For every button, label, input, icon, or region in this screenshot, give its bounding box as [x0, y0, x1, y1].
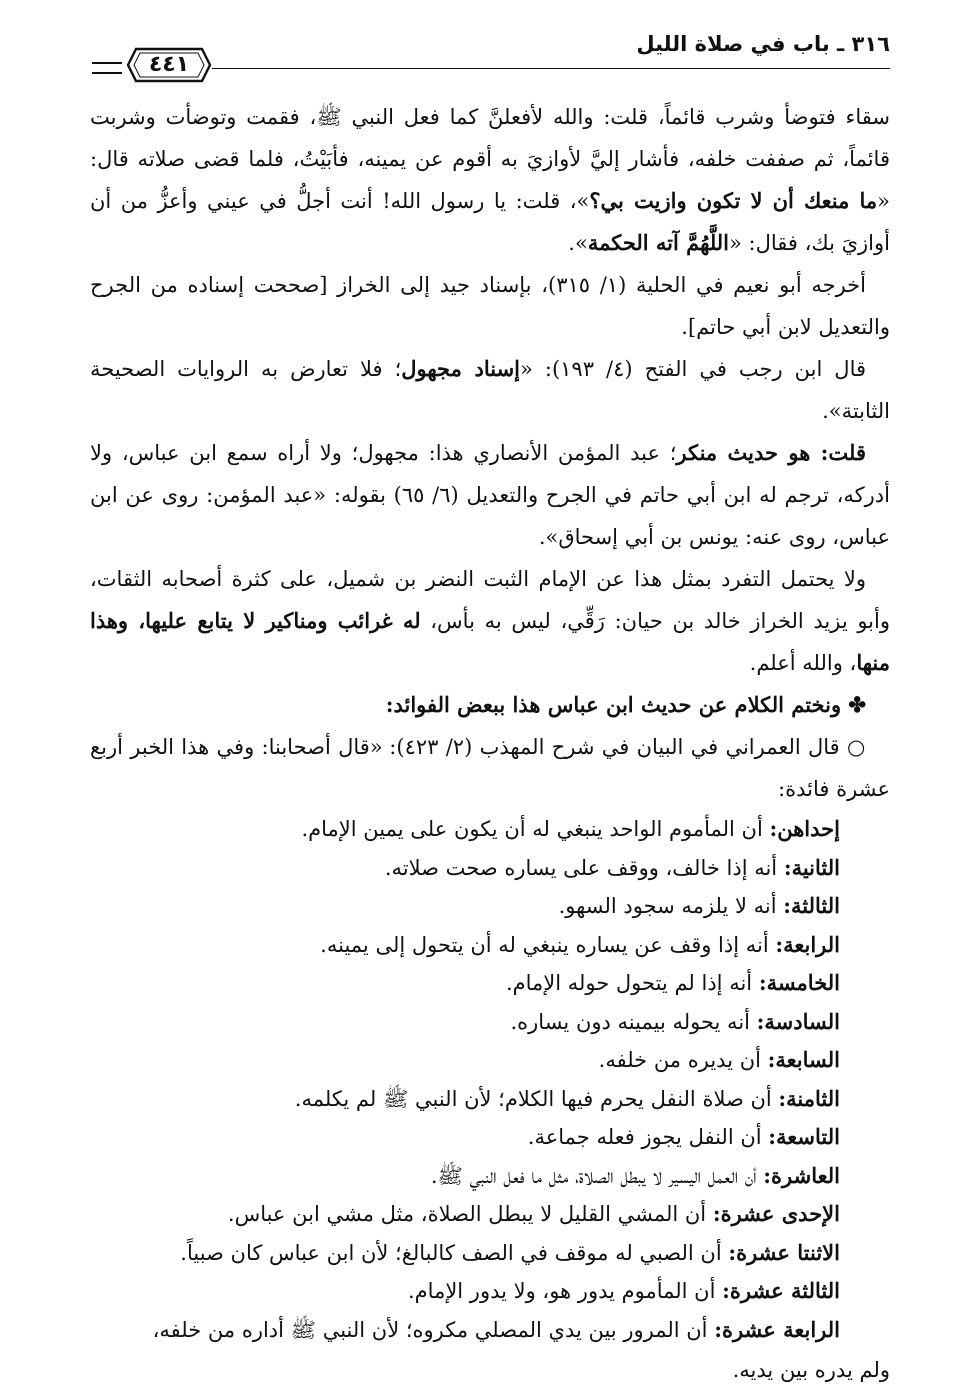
paragraph-hadith	[90, 96, 890, 264]
text-run: قال ابن رجب في الفتح (٤/ ١٩٣): «	[520, 357, 867, 381]
page-number-badge	[126, 46, 212, 84]
benefit-text: أنه إذا لم يتحول حوله الإمام.	[505, 971, 759, 995]
header-double-rule-top	[92, 62, 122, 64]
bold-quote: إسناد مجهول	[401, 356, 521, 381]
text-run: ».	[568, 231, 588, 255]
header-double-rule-bottom	[92, 72, 122, 74]
benefit-label: الثامنة:	[778, 1085, 840, 1111]
header-rule	[212, 68, 890, 69]
benefit-label: الإحدى عشرة:	[712, 1201, 840, 1226]
bold-verdict: قلت: هو حديث منكر	[676, 440, 866, 465]
list-item	[90, 1157, 890, 1196]
bold-quote: ما منعك أن لا تكون وازيت بي؟	[589, 188, 878, 213]
benefit-text: أنه إذا وقف عن يساره ينبغي له أن يتحول إلى يمينه.	[320, 932, 776, 957]
benefit-text: أن المأموم يدور هو، ولا يدور الإمام.	[408, 1279, 723, 1303]
list-item	[90, 810, 890, 849]
bold-quote: اللَّهُمَّ آته الحكمة	[587, 230, 730, 255]
benefit-text: أن المرور بين يدي المصلي مكروه؛ لأن النبي ﷺ أداره من خلفه،	[152, 1317, 715, 1342]
paragraph-benefits-intro: ✤ ونختم الكلام عن حديث ابن عباس هذا ببعض الفوائد:	[385, 692, 866, 717]
list-item	[90, 1311, 890, 1350]
benefit-label: العاشرة:	[763, 1162, 840, 1188]
running-header	[92, 28, 890, 86]
benefit-text: أن يديره من خلفه.	[598, 1048, 768, 1072]
list-item	[90, 1234, 890, 1273]
benefit-text: أن العمل اليسير لا يبطل الصلاة، مثل ما فعل النبي ﷺ.	[430, 1163, 764, 1188]
list-item	[90, 926, 890, 965]
benefit-text: أن النفل يجوز فعله جماعة.	[527, 1125, 769, 1149]
benefit-text: أن المأموم الواحد ينبغي له أن يكون على يمين الإمام.	[301, 817, 770, 841]
benefits-list	[90, 810, 890, 1349]
running-title: ٣١٦ ـ باب في صلاة الليل	[636, 32, 890, 56]
text-run: ، والله أعلم.	[749, 651, 857, 675]
benefit-label: الثالثة عشرة:	[722, 1278, 840, 1303]
paragraph-ibn-rajab	[90, 348, 890, 432]
benefit-label: الخامسة:	[758, 970, 840, 995]
benefit-text: أنه لا يلزمه سجود السهو.	[558, 894, 784, 918]
paragraph-tafarrud	[90, 558, 890, 684]
benefit-label: الرابعة:	[775, 931, 840, 957]
list-item	[90, 1272, 890, 1311]
benefit-text: أن صلاة النفل يحرم فيها الكلام؛ لأن النبي ﷺ لم يكلمه.	[294, 1086, 779, 1111]
benefit-text: أن الصبي له موقف في الصف كالبالغ؛ لأن ابن عباس كان صبياً.	[180, 1240, 729, 1265]
list-item	[90, 1003, 890, 1042]
benefit-label: السابعة:	[767, 1047, 840, 1072]
benefit-label: الرابعة عشرة:	[714, 1316, 840, 1342]
list-item	[90, 1195, 890, 1234]
page-number: ٤٤١	[148, 52, 190, 77]
body-text	[90, 96, 890, 1391]
list-item	[90, 849, 890, 888]
paragraph-verdict	[90, 432, 890, 558]
list-item	[90, 1041, 890, 1080]
benefit-text: أن المشي القليل لا يبطل الصلاة، مثل مشي ابن عباس.	[227, 1202, 713, 1226]
text-run: »، قلت: يا رسول الله! أنت أجلُّ في عيني وأعزُّ من أن أوازيَ بك، فقال: «	[90, 189, 890, 255]
benefit-label: الاثنتا عشرة:	[728, 1239, 840, 1265]
benefit-label: الثالثة:	[783, 893, 840, 918]
text-run: ولا يحتمل التفرد بمثل هذا عن الإمام الثبت النضر بن شميل، على كثرة أصحابه الثقات، وأبو يزيد الخراز خالد بن حيان: رَقِّي، ليس به بأس،	[90, 567, 890, 633]
text-run: ؛ عبد المؤمن الأنصاري هذا: مجهول؛ ولا أراه سمع ابن عباس، ولا أدركه، ترجم له ابن أبي حاتم في الجرح والتعديل (٦/ ٦٥) بقوله: «عبد المؤمن: روى عن ابن عباس، روى عنه: يونس بن أبي إسحاق».	[90, 441, 890, 549]
text-run: سقاء فتوضأ وشرب قائماً، قلت: والله لأفعلنَّ كما فعل النبي ﷺ، فقمت وتوضأت وشربت قائماً، ثم صففت خلفه، فأشار إليَّ لأوازيَ به أقوم عن يمينه، فأبَيْتُ، فلما قضى صلاته قال: «	[90, 105, 891, 213]
benefit-label: إحداهن:	[769, 816, 840, 841]
benefit-text: أنه إذا خالف، ووقف على يساره صحت صلاته.	[384, 855, 784, 880]
benefit-label: السادسة:	[756, 1008, 840, 1034]
list-item	[90, 964, 890, 1003]
list-item	[90, 887, 890, 926]
text-run: ؛ فلا تعارض به الروايات الصحيحة الثابتة».	[90, 357, 890, 423]
list-item	[90, 1118, 890, 1157]
list-item	[90, 1080, 890, 1119]
benefit-label: الثانية:	[783, 854, 840, 880]
benefit-label: التاسعة:	[768, 1124, 840, 1149]
paragraph-takhrij: أخرجه أبو نعيم في الحلية (١/ ٣١٥)، بإسناد جيد إلى الخراز [صححت إسناده من الجرح والتعديل لابن أبي حاتم].	[90, 273, 890, 339]
paragraph-imrani-quote: ○ قال العمراني في البيان في شرح المهذب (٢/ ٤٢٣): «قال أصحابنا: وفي هذا الخبر أربع عشرة فائدة:	[90, 735, 890, 801]
benefit-text: أنه يحوله بيمينه دون يساره.	[510, 1009, 757, 1034]
bold-verdict: له غرائب ومناكير لا يتابع عليها، وهذا منها	[90, 608, 890, 675]
closing-line: ولم يدره بين يديه.	[732, 1358, 890, 1382]
